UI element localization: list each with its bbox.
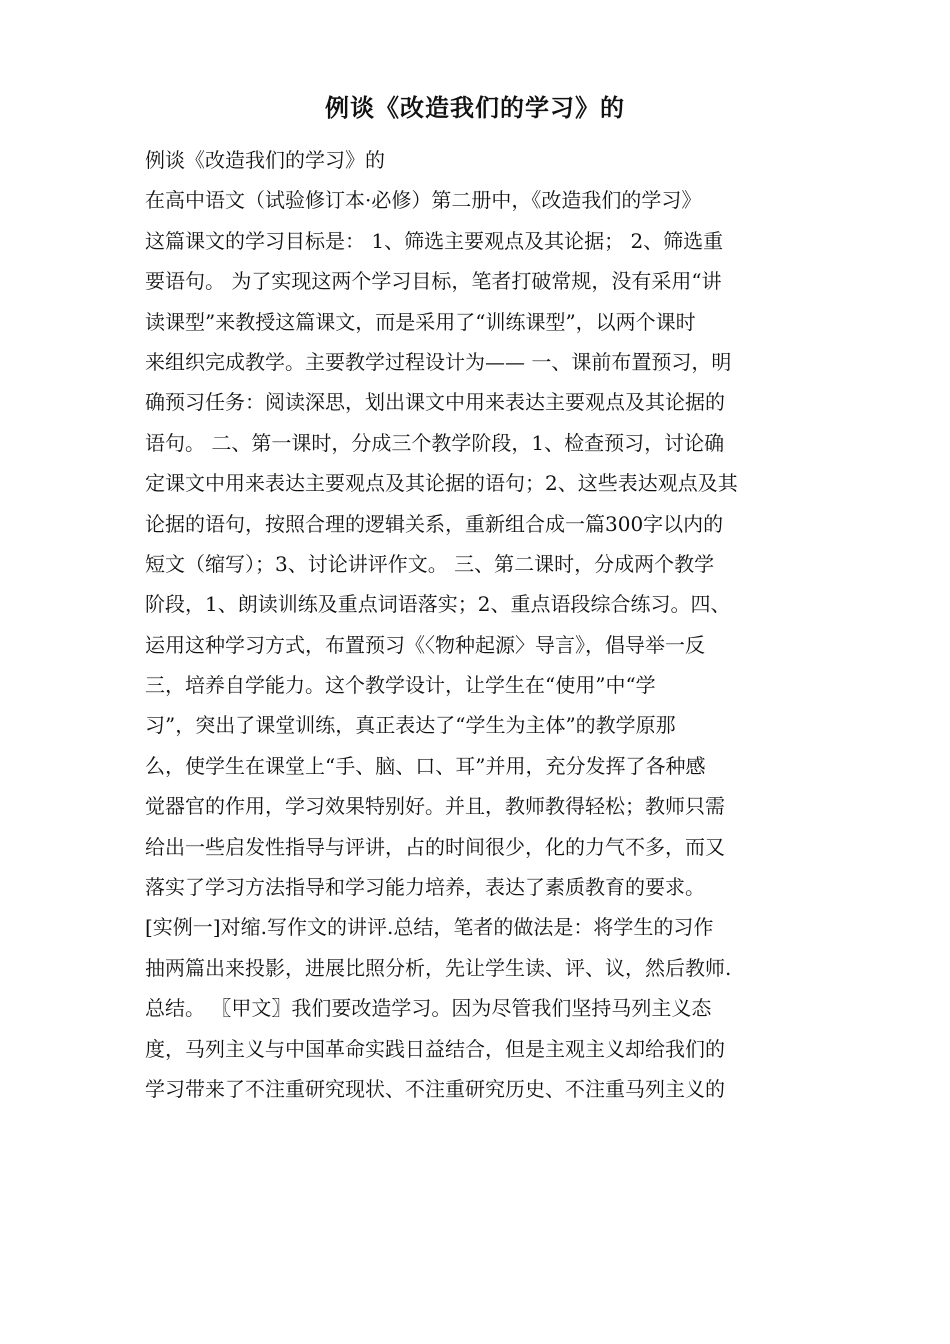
body-line: 短文（缩写）；3、讨论讲评作文。 三、第二课时，分成两个教学 — [145, 551, 715, 576]
body-line: 来组织完成教学。主要教学过程设计为—— 一、课前布置预习，明 — [145, 349, 732, 374]
body-line: 学习带来了不注重研究现状、不注重研究历史、不注重马列主义的 — [145, 1076, 725, 1101]
body-line: 习”，突出了课堂训练，真正表达了“学生为主体”的教学原那 — [145, 713, 676, 738]
body-line: 抽两篇出来投影，进展比照分析，先让学生读、评、议，然后教师. — [145, 955, 732, 980]
body-line: 度，马列主义与中国革命实践日益结合，但是主观主义却给我们的 — [145, 1036, 725, 1061]
body-line: 定课文中用来表达主要观点及其论据的语句；2、这些表达观点及其 — [145, 471, 738, 496]
body-line: 总结。 〖甲文〗我们要改造学习。因为尽管我们坚持马列主义态 — [145, 996, 712, 1021]
body-line: 给出一些启发性指导与评讲，占的时间很少，化的力气不多，而又 — [145, 834, 725, 859]
body-line: 落实了学习方法指导和学习能力培养，表达了素质教育的要求。 — [145, 875, 705, 900]
body-line: [实例一]对缩.写作文的讲评.总结，笔者的做法是：将学生的习作 — [145, 915, 714, 940]
body-line: 例谈《改造我们的学习》的 — [145, 148, 385, 172]
body-line: 这篇课文的学习目标是： 1、筛选主要观点及其论据； 2、筛选重 — [145, 228, 724, 253]
body-line: 在高中语文（试验修订本·必修）第二册中，《改造我们的学习》 — [145, 188, 702, 213]
body-line: 论据的语句，按照合理的逻辑关系，重新组合成一篇300字以内的 — [145, 511, 724, 536]
body-line: 么，使学生在课堂上“手、脑、口、耳”并用，充分发挥了各种感 — [145, 753, 706, 778]
body-line: 要语句。 为了实现这两个学习目标，笔者打破常规，没有采用“讲 — [145, 269, 722, 294]
body-line: 阶段，1、朗读训练及重点词语落实；2、重点语段综合练习。四、 — [145, 592, 731, 617]
document-body — [145, 140, 810, 1109]
body-line: 三，培养自学能力。这个教学设计，让学生在“使用”中“学 — [145, 673, 656, 698]
body-line: 运用这种学习方式，布置预习《〈物种起源〉导言》，倡导举一反 — [145, 632, 705, 657]
body-line: 觉器官的作用，学习效果特别好。并且，教师教得轻松；教师只需 — [145, 794, 725, 819]
document-title: 例谈《改造我们的学习》的 — [325, 93, 625, 122]
body-line: 读课型”来教授这篇课文，而是采用了“训练课型”，以两个课时 — [145, 309, 696, 334]
body-line: 语句。 二、第一课时，分成三个教学阶段，1、检查预习，讨论确 — [145, 430, 725, 455]
body-line: 确预习任务：阅读深思，划出课文中用来表达主要观点及其论据的 — [145, 390, 725, 415]
